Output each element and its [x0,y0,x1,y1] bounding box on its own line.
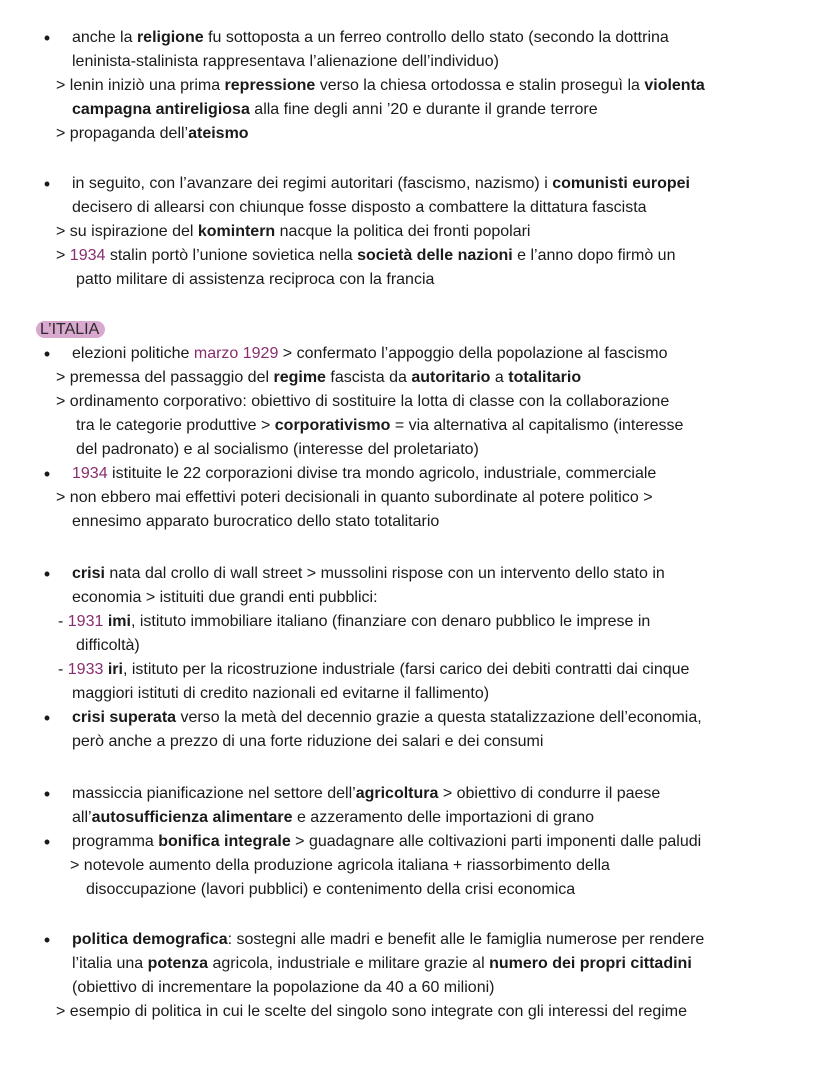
bold-term: imi [107,613,131,630]
text-run: verso la chiesa ortodossa e stalin proseguì la [315,77,645,94]
date-text: 1931 [67,613,104,630]
text-run: > obiettivo di condurre il paese [438,785,661,802]
bullet-icon: • [43,344,51,364]
text-run: > ordinamento corporativo: obiettivo di sostituire la lotta di classe con la collaborazione [56,393,670,410]
bullet-icon: • [43,464,51,484]
line-text [56,122,249,146]
text-run: > non ebbero mai effettivi poteri decisionali in quanto subordinate al potere politico > [56,489,653,506]
bullet-icon: • [43,28,51,48]
text-line [0,610,828,634]
text-line [0,268,828,292]
bold-term: crisi superata [72,709,177,726]
bold-term: repressione [224,77,316,94]
bold-term: komintern [197,223,276,240]
text-run: e l’anno dopo firmò un [512,247,676,264]
text-run: programma [72,833,159,850]
text-line [0,854,828,878]
text-line [0,952,828,976]
text-line [0,318,828,342]
text-run: verso la metà del decennio grazie a questa statalizzazione dell’economia, [176,709,702,726]
bold-term: agricoltura [355,785,439,802]
line-text [72,706,702,730]
line-text [56,74,705,98]
text-line [0,830,828,854]
bold-term: potenza [147,955,209,972]
bold-term: regime [273,369,326,386]
bold-term: crisi [72,565,105,582]
text-run: fu sottoposta a un ferreo controllo dello stato (secondo la dottrina [203,29,669,46]
bullet-icon: • [43,174,51,194]
text-run: leninista-stalinista rappresentava l’alienazione dell’individuo) [72,53,499,70]
bold-term: violenta [644,77,705,94]
text-line [0,414,828,438]
text-line [0,342,828,366]
bold-term: società delle nazioni [357,247,513,264]
bold-term: autoritario [411,369,491,386]
line-text [72,952,692,976]
line-text [72,462,656,486]
line-text [72,586,378,610]
bold-term: politica demografica [72,931,228,948]
line-text [76,634,140,658]
text-line [0,878,828,902]
text-line [0,122,828,146]
text-run: l’italia una [72,955,148,972]
text-run: , istituto immobiliare italiano (finanziare con denaro pubblico le imprese in [130,613,651,630]
line-text [72,928,704,952]
text-run: > premessa del passaggio del [56,369,274,386]
text-line [0,658,828,682]
line-text [70,854,610,878]
text-run: decisero di allearsi con chiunque fosse disposto a combattere la dittatura fascista [72,199,647,216]
text-run: - [58,613,68,630]
text-run: nacque la politica dei fronti popolari [275,223,531,240]
line-text [72,196,647,220]
bold-term: corporativismo [274,417,391,434]
text-line [0,806,828,830]
text-run: economia > istituiti due grandi enti pubblici: [72,589,378,606]
bold-term: iri [107,661,123,678]
line-text [72,976,494,1000]
text-line [0,244,828,268]
text-line [0,390,828,414]
text-run: > propaganda dell’ [56,125,189,142]
bullet-icon: • [43,784,51,804]
text-run: > lenin iniziò una prima [56,77,225,94]
line-text [56,366,581,390]
text-run: massiccia pianificazione nel settore dell’ [72,785,356,802]
text-run: > notevole aumento della produzione agricola italiana + riassorbimento della [70,857,610,874]
bold-term: bonifica integrale [158,833,291,850]
line-text [72,342,668,366]
text-line [0,98,828,122]
text-line [0,928,828,952]
text-run: in seguito, con l’avanzare dei regimi autoritari (fascismo, nazismo) i [72,175,553,192]
text-line [0,976,828,1000]
text-run: = via alternativa al capitalismo (interesse [390,417,684,434]
text-run: all’ [72,809,92,826]
text-run: e azzeramento delle importazioni di grano [292,809,595,826]
line-text [56,1000,687,1024]
line-text [56,220,530,244]
bold-term: comunisti europei [552,175,690,192]
bullet-icon: • [43,708,51,728]
line-text [58,610,650,634]
bold-term: autosufficienza alimentare [91,809,293,826]
bold-term: totalitario [508,369,582,386]
text-run: stalin portò l’unione sovietica nella [105,247,358,264]
line-text [86,878,575,902]
text-run: alla fine degli anni ’20 e durante il grande terrore [249,101,598,118]
text-line [0,510,828,534]
text-run: > esempio di politica in cui le scelte del singolo sono integrate con gli interessi del regime [56,1003,688,1020]
line-text [72,26,669,50]
line-text [56,244,675,268]
line-text [72,172,690,196]
line-text [72,98,598,122]
text-line [0,438,828,462]
line-text [58,658,689,682]
text-line [0,706,828,730]
bold-term: numero dei propri cittadini [489,955,692,972]
date-text: 1934 [69,247,106,264]
text-run: , istituto per la ricostruzione industriale (farsi carico dei debiti contratti dai cinque [122,661,690,678]
text-line [0,50,828,74]
text-line [0,682,828,706]
text-run: > guadagnare alle coltivazioni parti imponenti dalle paludi [290,833,702,850]
bold-term: campagna antireligiosa [72,101,250,118]
text-line [0,730,828,754]
line-text [72,510,439,534]
bullet-icon: • [43,930,51,950]
bullet-icon: • [43,564,51,584]
line-text [72,682,489,706]
text-run: disoccupazione (lavori pubblici) e contenimento della crisi economica [86,881,576,898]
text-run: istituite le 22 corporazioni divise tra mondo agricolo, industriale, commerciale [107,465,657,482]
text-line [0,26,828,50]
line-text [72,730,543,754]
line-text [36,318,105,342]
text-run: del padronato) e al socialismo (interesse del proletariato) [76,441,479,458]
text-line [0,782,828,806]
text-run: - [58,661,68,678]
text-line [0,562,828,586]
text-run: patto militare di assistenza reciproca con la francia [76,271,435,288]
text-run: difficoltà) [76,637,140,654]
text-run: > su ispirazione del [56,223,198,240]
line-text [72,782,660,806]
text-run: maggiori istituti di credito nazionali ed evitarne il fallimento) [72,685,490,702]
text-run: > confermato l’appoggio della popolazione al fascismo [278,345,668,362]
text-run: nata dal crollo di wall street > mussolini rispose con un intervento dello stato in [104,565,665,582]
text-line [0,220,828,244]
text-run: agricola, industriale e militare grazie al [208,955,490,972]
line-text [56,486,653,510]
date-text: 1934 [72,465,108,482]
line-text [72,830,701,854]
text-run: tra le categorie produttive > [76,417,275,434]
bold-term: religione [136,29,204,46]
line-text [56,390,669,414]
text-run: anche la [72,29,137,46]
text-line [0,196,828,220]
text-line [0,74,828,98]
text-line [0,1000,828,1024]
text-line [0,172,828,196]
section-heading: L’ITALIA [36,321,105,338]
line-text [72,562,665,586]
text-line [0,366,828,390]
text-run: (obiettivo di incrementare la popolazione da 40 a 60 milioni) [72,979,495,996]
line-text [76,414,683,438]
date-text: marzo 1929 [193,345,279,362]
text-run: ennesimo apparato burocratico dello stato totalitario [72,513,440,530]
line-text [76,268,434,292]
text-run: elezioni politiche [72,345,194,362]
date-text: 1933 [67,661,104,678]
text-run: : sostegni alle madri e benefit alle le famiglia numerose per rendere [227,931,705,948]
text-run: però anche a prezzo di una forte riduzione dei salari e dei consumi [72,733,544,750]
line-text [72,50,499,74]
text-run: fascista da [325,369,412,386]
text-line [0,486,828,510]
text-run: a [490,369,509,386]
bold-term: ateismo [188,125,249,142]
text-line [0,634,828,658]
bullet-icon: • [43,832,51,852]
line-text [76,438,479,462]
line-text [72,806,594,830]
text-line [0,462,828,486]
text-run: > [56,247,70,264]
text-line [0,586,828,610]
